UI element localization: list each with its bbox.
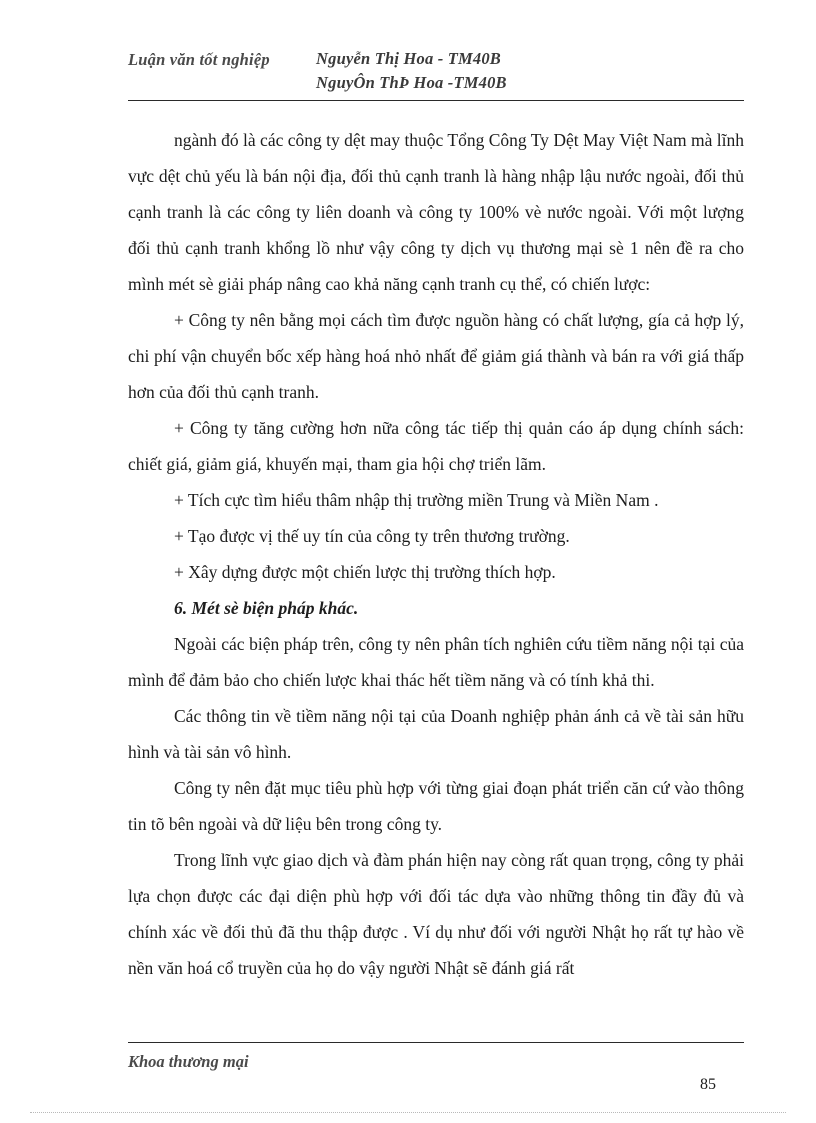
footer-divider <box>128 1042 744 1043</box>
paragraph: Trong lĩnh vực giao dịch và đàm phán hiện nay còng rất quan trọng, công ty phải lựa chọn được các đại diện phù hợp với đối tác dựa vào những thông tin đầy đủ và chính xác về đối thủ đã thu thập được . Ví dụ như đối với người Nhật họ rất tự hào về nền văn hoá cổ truyền của họ do vậy người Nhật sẽ đánh giá rất <box>128 850 744 978</box>
paragraph: Công ty nên đặt mục tiêu phù hợp với từng giai đoạn phát triển căn cứ vào thông tin tõ bên ngoài và dữ liệu bên trong công ty. <box>128 778 744 834</box>
paragraph: Ngoài các biện pháp trên, công ty nên phân tích nghiên cứu tiềm năng nội tại của mình để đảm bảo cho chiến lược khai thác hết tiềm năng và có tính khả thi. <box>128 634 744 690</box>
header-left-text: Luận văn tốt nghiệp <box>128 50 270 69</box>
paragraph: + Xây dựng được một chiến lược thị trường thích hợp. <box>174 562 556 582</box>
page-content <box>128 40 744 986</box>
document-body <box>128 122 744 986</box>
paragraph: + Công ty tăng cường hơn nữa công tác tiếp thị quản cáo áp dụng chính sách: chiết giá, giảm giá, khuyến mại, tham gia hội chợ triển lãm. <box>128 418 744 474</box>
header-divider <box>128 100 744 101</box>
paragraph: + Tạo được vị thế uy tín của công ty trên thương trường. <box>174 526 570 546</box>
paragraph: + Tích cực tìm hiểu thâm nhập thị trường miền Trung và Miền Nam . <box>174 490 659 510</box>
header-right-text-line2: NguyÔn ThÞ Hoa -TM40B <box>316 73 507 92</box>
bottom-dotted-line <box>30 1112 786 1113</box>
header-right-text-line1: Nguyễn Thị Hoa - TM40B <box>316 49 501 68</box>
page-number: 85 <box>700 1076 716 1093</box>
paragraph: Các thông tin về tiềm năng nội tại của Doanh nghiệp phản ánh cả về tài sản hữu hình và tài sản vô hình. <box>128 706 744 762</box>
section-heading: 6. Mét sè biện pháp khác. <box>174 598 359 618</box>
page-header <box>128 40 744 102</box>
paragraph: ngành đó là các công ty dệt may thuộc Tổng Công Ty Dệt May Việt Nam mà lĩnh vực dệt chủ yếu là bán nội địa, đối thủ cạnh tranh là hàng nhập lậu nước ngoài, đối thủ cạnh tranh là các công ty liên doanh và công ty 100% vè nước ngoài. Với một lượng đối thủ cạnh tranh khổng lồ như vậy công ty dịch vụ thương mại sè 1 nên đề ra cho mình mét sè giải pháp nâng cao khả năng cạnh tranh cụ thể, có chiến lược: <box>128 130 744 294</box>
paragraph: + Công ty nên bằng mọi cách tìm được nguồn hàng có chất lượng, gía cả hợp lý, chi phí vận chuyển bốc xếp hàng hoá nhỏ nhất để giảm giá thành và bán ra với giá thấp hơn của đối thủ cạnh tranh. <box>128 310 744 402</box>
footer-left-text: Khoa thương mại <box>128 1052 249 1071</box>
